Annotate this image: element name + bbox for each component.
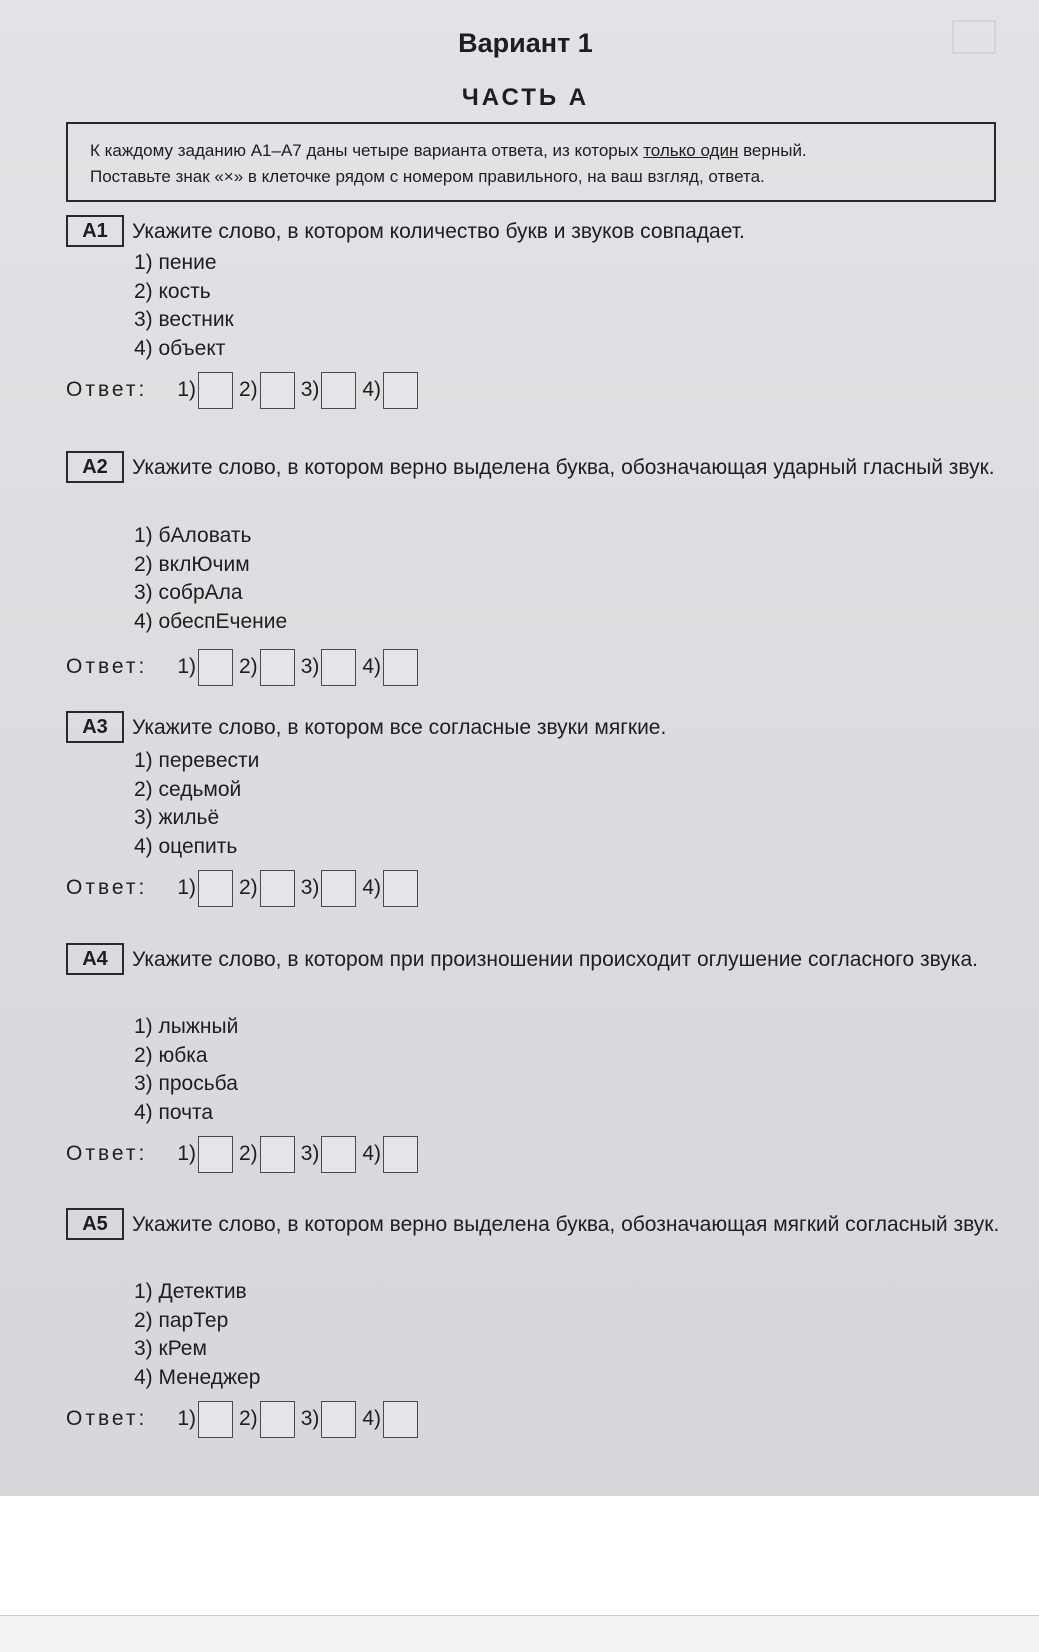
answer-option-number: 4) <box>362 1407 382 1430</box>
answer-option-number: 2) <box>239 378 258 401</box>
answer-checkbox[interactable] <box>321 372 356 409</box>
option: 2) седьмой <box>134 777 242 801</box>
answer-label: Ответ: <box>66 655 148 678</box>
answer-option-number: 1) <box>177 1407 196 1430</box>
answer-option-number: 3) <box>300 876 320 899</box>
task-tag: А5 <box>66 1208 124 1240</box>
option: 4) оцепить <box>134 834 238 858</box>
answer-checkbox[interactable] <box>383 649 418 686</box>
answer-label: Ответ: <box>66 1142 148 1165</box>
task-tag: А2 <box>66 451 124 483</box>
task-tag: А3 <box>66 711 124 743</box>
answer-checkbox[interactable] <box>198 372 233 409</box>
answer-row <box>66 868 424 908</box>
answer-checkbox[interactable] <box>383 1401 418 1438</box>
answer-option-number: 3) <box>300 378 320 401</box>
answer-checkbox[interactable] <box>260 649 295 686</box>
answer-option-number: 4) <box>362 378 382 401</box>
answer-row <box>66 370 424 410</box>
option: 1) лыжный <box>134 1015 239 1038</box>
answer-option-number: 1) <box>177 655 196 678</box>
task-tag: А1 <box>66 215 124 247</box>
answer-label: Ответ: <box>66 1407 148 1430</box>
option: 2) вклЮчим <box>134 552 250 576</box>
answer-label: Ответ: <box>66 876 148 899</box>
option: 2) кость <box>134 279 211 303</box>
option: 2) парТер <box>134 1308 229 1332</box>
instructions-box <box>66 122 996 202</box>
task-options <box>134 249 234 363</box>
answer-label: Ответ: <box>66 378 148 401</box>
option: 3) вестник <box>134 308 234 331</box>
answer-option-number: 3) <box>300 655 320 678</box>
footer-strip <box>0 1616 1039 1652</box>
option: 3) собрАла <box>134 581 243 604</box>
option: 4) Менеджер <box>134 1365 261 1389</box>
answer-checkbox[interactable] <box>321 870 356 907</box>
answer-row <box>66 1134 424 1174</box>
task-a5 <box>66 1208 1026 1430</box>
task-a2 <box>66 451 1026 678</box>
answer-option-number: 2) <box>239 876 258 899</box>
task-a1 <box>66 215 1026 401</box>
answer-checkbox[interactable] <box>198 1401 233 1438</box>
task-question: Укажите слово, в котором верно выделена буква, обозначающая мягкий согласный звук. <box>132 1213 1000 1236</box>
answer-checkbox[interactable] <box>260 1136 295 1173</box>
answer-option-number: 2) <box>239 655 258 678</box>
option: 4) почта <box>134 1100 214 1124</box>
option: 1) бАловать <box>134 524 252 547</box>
answer-checkbox[interactable] <box>383 372 418 409</box>
answer-option-number: 4) <box>362 876 382 899</box>
instructions-text-start: К каждому заданию А1–А7 даны четыре варианта ответа, из которых <box>90 141 644 160</box>
option: 3) кРем <box>134 1337 207 1360</box>
instructions-line-2: Поставьте знак «×» в клеточке рядом с номером правильного, на ваш взгляд, ответа. <box>90 167 765 186</box>
instructions-underlined: только один <box>643 141 739 160</box>
answer-option-number: 1) <box>177 1142 196 1165</box>
answer-option-number: 2) <box>239 1142 258 1165</box>
answer-checkbox[interactable] <box>321 1136 356 1173</box>
task-question: Укажите слово, в котором при произношении происходит оглушение согласного звука. <box>132 948 978 971</box>
page-title: Вариант 1 <box>458 28 593 58</box>
worksheet <box>12 0 1039 1496</box>
task-options <box>134 747 259 861</box>
task-a4 <box>66 943 1026 1165</box>
option: 3) жильё <box>134 806 220 829</box>
option: 1) перевести <box>134 749 260 772</box>
task-tag: А4 <box>66 943 124 975</box>
answer-option-number: 1) <box>177 876 196 899</box>
answer-checkbox[interactable] <box>260 1401 295 1438</box>
part-title: ЧАСТЬ А <box>461 84 590 111</box>
answer-checkbox[interactable] <box>321 1401 356 1438</box>
task-question: Укажите слово, в котором количество букв и звуков совпадает. <box>132 220 745 243</box>
answer-checkbox[interactable] <box>260 870 295 907</box>
option: 4) обеспЕчение <box>134 609 288 633</box>
task-options <box>134 522 287 636</box>
task-question: Укажите слово, в котором верно выделена буква, обозначающая ударный гласный звук. <box>132 456 995 479</box>
answer-checkbox[interactable] <box>198 870 233 907</box>
task-a3 <box>66 711 1026 899</box>
option: 4) объект <box>134 336 226 360</box>
answer-option-number: 1) <box>177 378 196 401</box>
option: 1) Детектив <box>134 1280 247 1303</box>
answer-option-number: 2) <box>239 1407 258 1430</box>
answer-option-number: 4) <box>362 1142 382 1165</box>
answer-option-number: 3) <box>300 1142 320 1165</box>
option: 2) юбка <box>134 1043 208 1067</box>
task-options <box>134 1278 260 1392</box>
answer-checkbox[interactable] <box>198 649 233 686</box>
instructions-line-1 <box>90 138 972 164</box>
answer-option-number: 4) <box>362 655 382 678</box>
answer-checkbox[interactable] <box>321 649 356 686</box>
task-question: Укажите слово, в котором все согласные звуки мягкие. <box>132 716 667 739</box>
task-options <box>134 1013 238 1127</box>
option: 3) просьба <box>134 1072 238 1095</box>
answer-checkbox[interactable] <box>198 1136 233 1173</box>
answer-checkbox[interactable] <box>260 372 295 409</box>
answer-checkbox[interactable] <box>383 1136 418 1173</box>
answer-checkbox[interactable] <box>383 870 418 907</box>
option: 1) пение <box>134 251 217 274</box>
answer-row <box>66 1399 424 1439</box>
answer-row <box>66 647 424 687</box>
instructions-text-end: верный. <box>738 141 807 160</box>
answer-option-number: 3) <box>300 1407 320 1430</box>
